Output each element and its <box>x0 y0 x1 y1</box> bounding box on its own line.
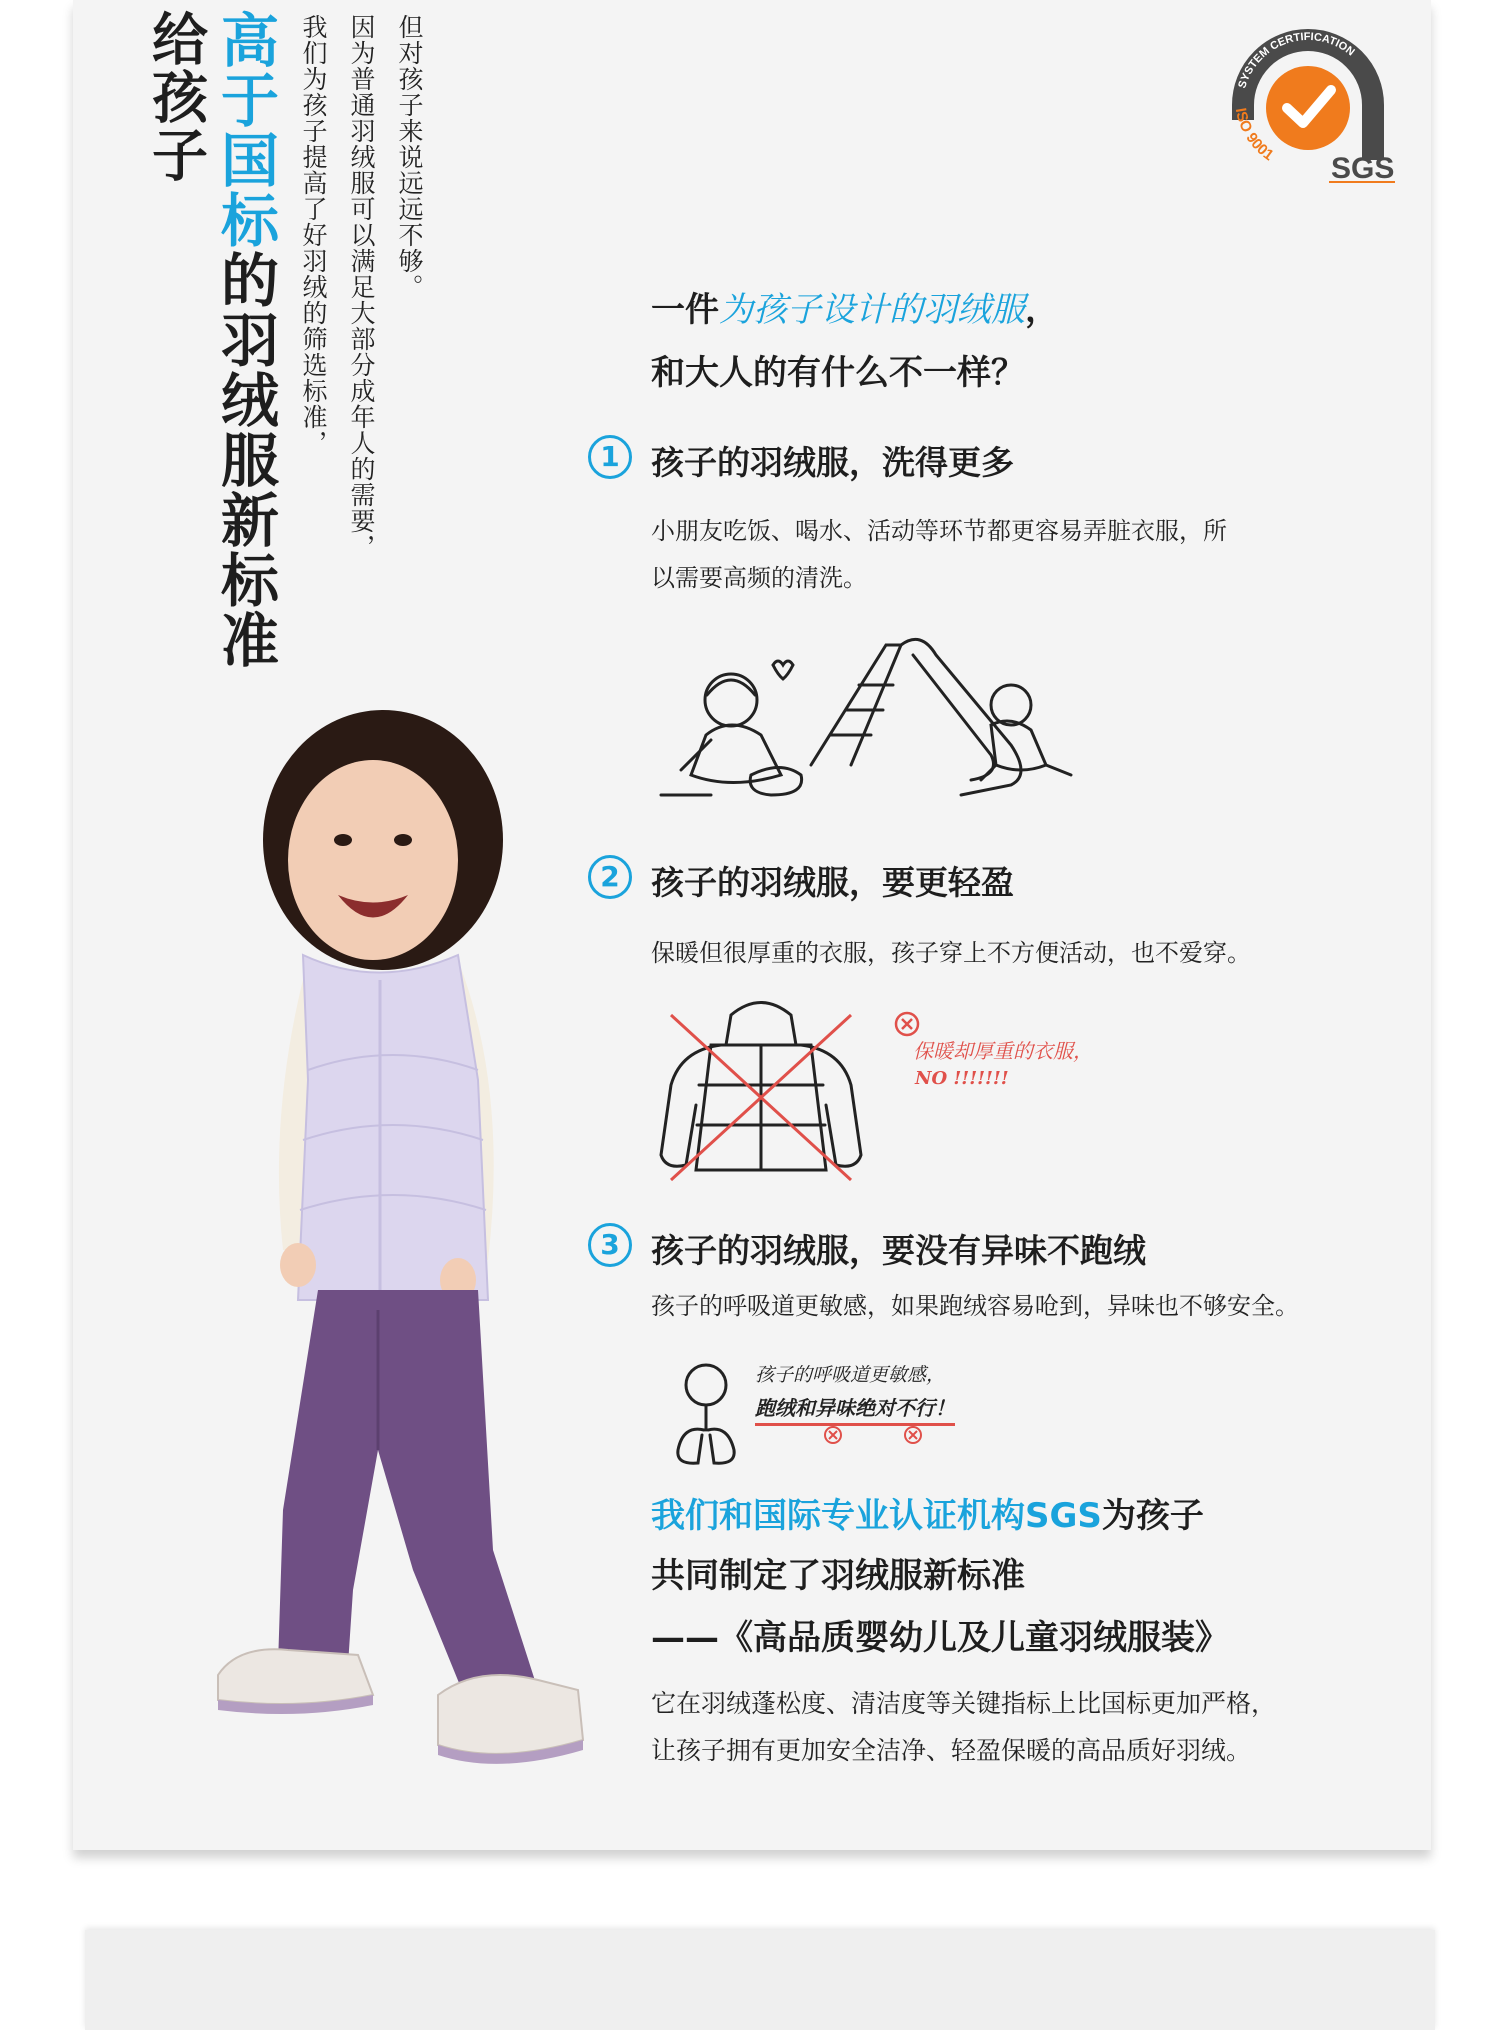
next-card <box>85 1930 1435 2030</box>
sgs-line-2: 共同制定了羽绒服新标准 <box>651 1556 1025 1596</box>
headline-small: 给孩子 <box>143 10 208 184</box>
section-1-title: 孩子的羽绒服，洗得更多 <box>651 443 1014 482</box>
section-3-text: 孩子的呼吸道更敏感，如果跑绒容易呛到，异味也不够安全。 <box>651 1292 1299 1320</box>
intro-line-2: 和大人的有什么不一样？ <box>651 353 1025 393</box>
content-card <box>73 0 1431 1850</box>
section-2-note-2: NO !!!!!!! <box>915 1068 1009 1089</box>
headline-accent: 高于国标 <box>211 10 279 250</box>
x-circle-icon <box>893 1010 921 1038</box>
x-marks-icon <box>813 1420 953 1450</box>
sgs-line-1: 我们和国际专业认证机构SGS为孩子 <box>651 1496 1204 1536</box>
sgs-line-3: ——《高品质婴幼儿及儿童羽绒服装》 <box>651 1618 1229 1658</box>
logo-ring-text: SYSTEM CERTIFICATION <box>1236 30 1357 90</box>
section-2-number: 2 <box>588 855 632 899</box>
logo-side-text: ISO 9001 <box>1231 106 1277 165</box>
subtitle-line-2: 因为普通羽绒服可以满足大部分成年人的需要， <box>347 14 376 560</box>
section-1-text: 小朋友吃饭、喝水、活动等环节都更容易弄脏衣服，所 以需要高频的清洗。 <box>651 517 1227 592</box>
logo-brand: SGS <box>1331 152 1395 185</box>
section-2-note-1: 保暖却厚重的衣服， <box>913 1039 1093 1063</box>
subtitle-line-3: 但对孩子来说远远不够。 <box>395 14 424 300</box>
headline-big <box>203 10 287 670</box>
sgs-certification-logo <box>1213 10 1403 190</box>
kids-eating-playing-illustration <box>651 625 1131 815</box>
intro-line-1: 一件为孩子设计的羽绒服， <box>651 290 1059 330</box>
logo-check-circle <box>1266 66 1350 150</box>
intro-handwritten: 为孩子设计的羽绒服 <box>719 290 1025 330</box>
subtitle-line-1: 我们为孩子提高了好羽绒的筛选标准， <box>299 14 328 456</box>
section-1-number: 1 <box>588 435 632 479</box>
section-2-text: 保暖但很厚重的衣服，孩子穿上不方便活动，也不爱穿。 <box>651 939 1251 967</box>
sgs-description: 它在羽绒蓬松度、清洁度等关键指标上比国标更加严格， 让孩子拥有更加安全洁净、轻盈保暖的高品质好羽绒。 <box>651 1689 1277 1765</box>
section-3-note-1: 孩子的呼吸道更敏感， <box>755 1364 946 1386</box>
puffy-jacket-illustration <box>651 995 871 1185</box>
section-3-title: 孩子的羽绒服，要没有异味不跑绒 <box>651 1231 1146 1270</box>
child-model-photo <box>158 690 598 1810</box>
section-3-note-2: 跑绒和异味绝对不行！ <box>755 1392 955 1426</box>
respiratory-illustration <box>668 1355 748 1470</box>
headline-rest: 的羽绒服新标准 <box>211 250 279 670</box>
section-2-title: 孩子的羽绒服，要更轻盈 <box>651 863 1014 902</box>
section-3-number: 3 <box>588 1223 632 1267</box>
